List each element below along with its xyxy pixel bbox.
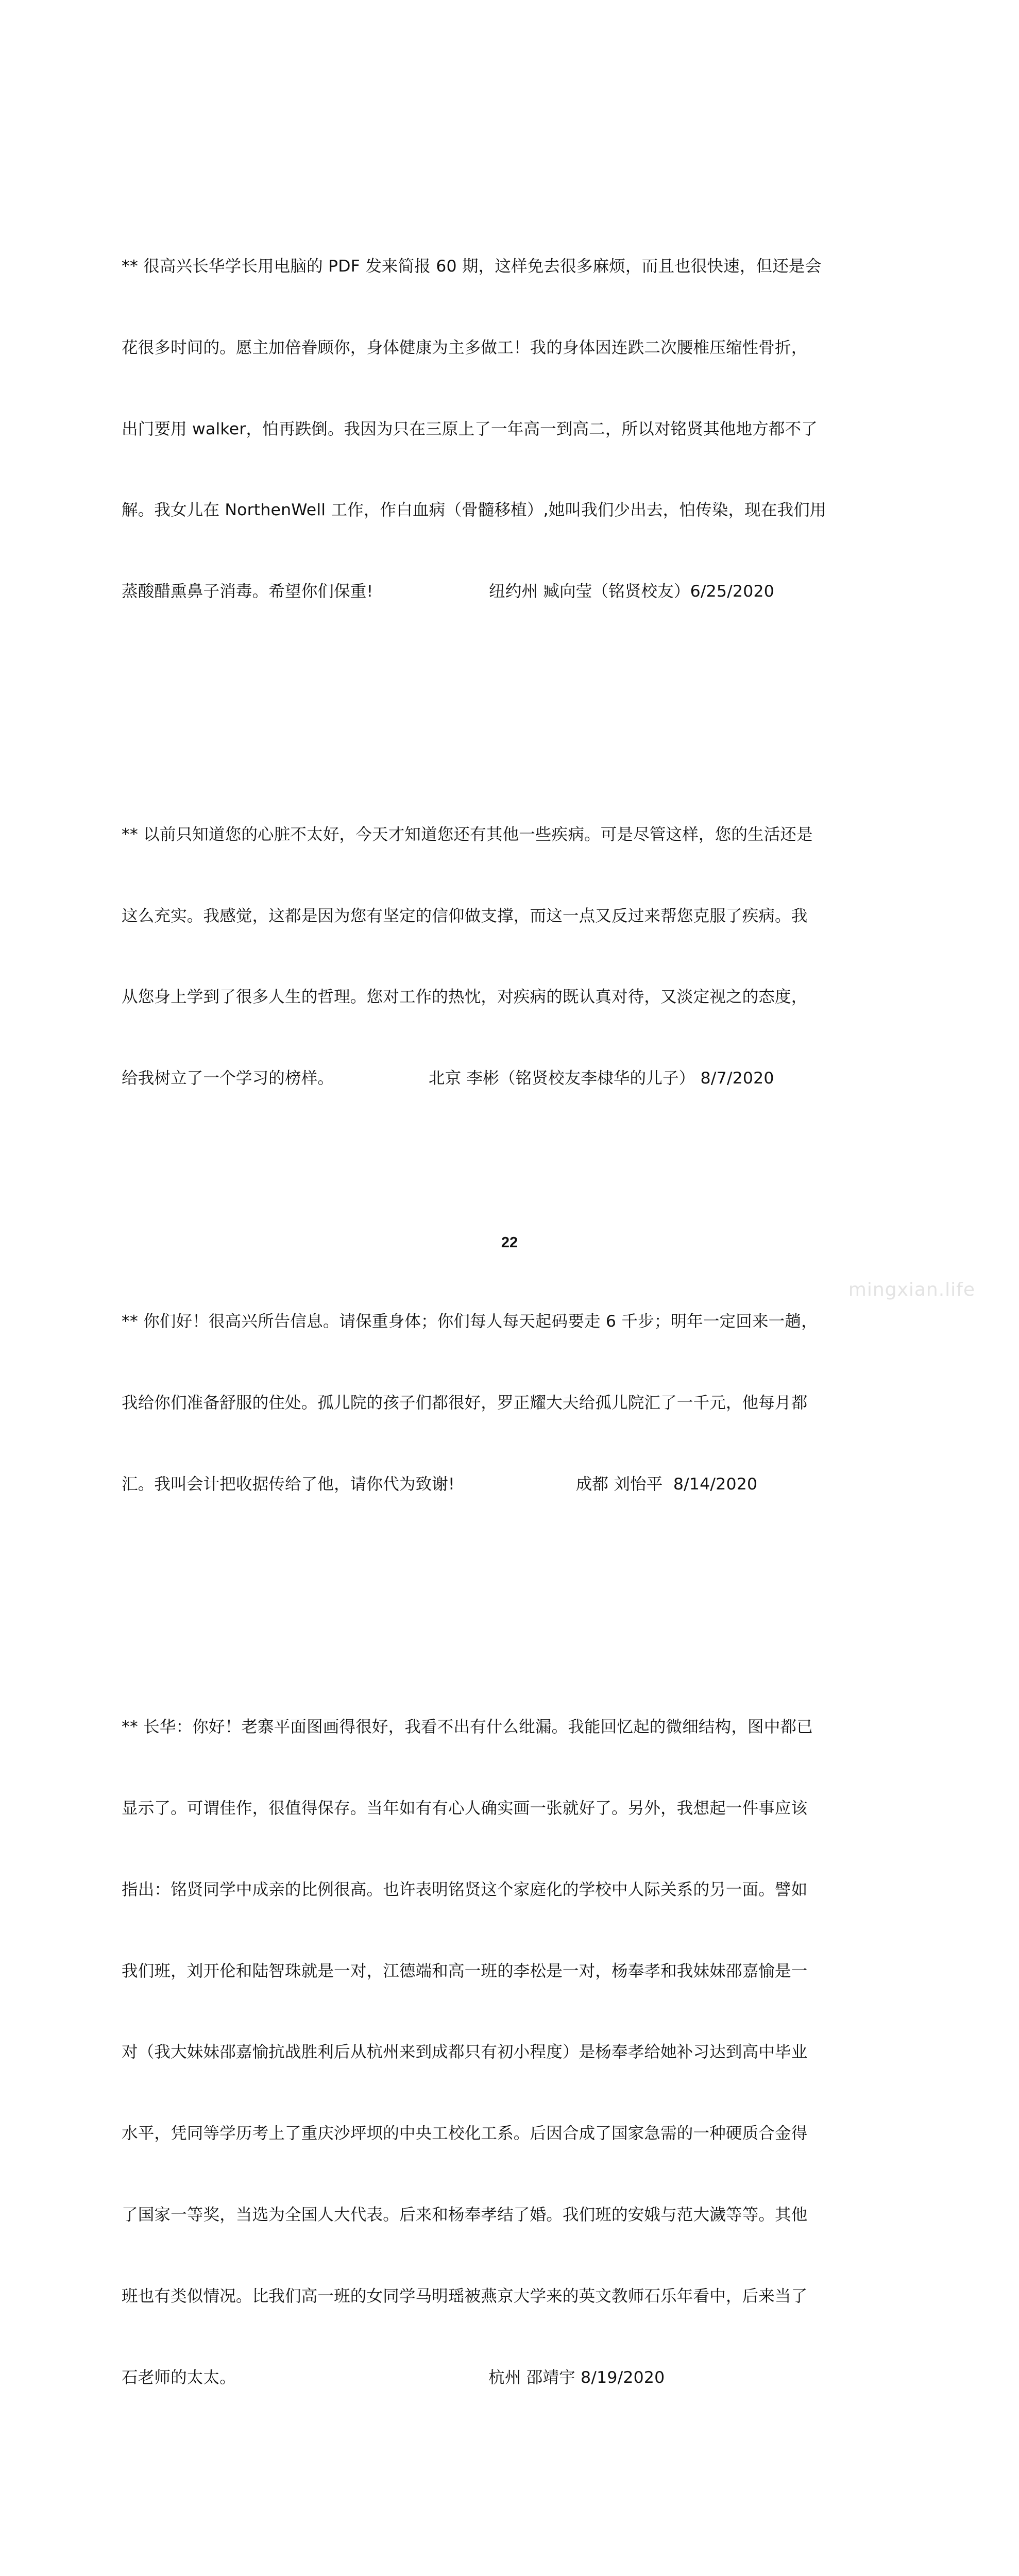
comment-entry	[122, 767, 905, 1146]
comment-entry	[122, 2553, 905, 2576]
text-line: 水平，凭同等学历考上了重庆沙坪坝的中央工校化工系。后因合成了国家急需的一种硬质合金得	[122, 2124, 808, 2143]
text-line: 石老师的太太。 杭州 邵靖宇 8/19/2020	[122, 2368, 665, 2387]
text-line: 花很多时间的。愿主加倍眷顾你，身体健康为主多做工！我的身体因连跌二次腰椎压缩性骨折，	[122, 338, 808, 357]
text-line: ** 长华：你好！老寨平面图画得很好，我看不出有什么纰漏。我能回忆起的微细结构，图中都已	[122, 1718, 813, 1737]
text-line: ** 很高兴长华学长用电脑的 PDF 发来简报 60 期，这样免去很多麻烦，而且也很快速，但还是会	[122, 257, 822, 276]
text-line: 解。我女儿在 NorthenWell 工作，作白血病（骨髓移植）,她叫我们少出去，怕传染，现在我们用	[122, 501, 826, 520]
text-line: 出门要用 walker，怕再跌倒。我因为只在三原上了一年高一到高二，所以对铭贤其他地方都不了	[122, 419, 818, 438]
text-line: 蒸酸醋熏鼻子消毒。希望你们保重! 纽约州 臧向莹（铭贤校友）6/25/2020	[122, 582, 774, 601]
text-line: ** 你们好！很高兴所告信息。请保重身体；你们每人每天起码要走 6 千步；明年一定回来一趟，	[122, 1312, 818, 1331]
text-line: 指出：铭贤同学中成亲的比例很高。也许表明铭贤这个家庭化的学校中人际关系的另一面。譬如	[122, 1880, 808, 1899]
comment-entry	[122, 1254, 905, 1552]
text-line: 这么充实。我感觉，这都是因为您有坚定的信仰做支撑，而这一点又反过来帮您克服了疾病。我	[122, 906, 808, 925]
text-line: 对（我大妹妹邵嘉愉抗战胜利后从杭州来到成都只有初小程度）是杨奉孝给她补习达到高中毕业	[122, 2043, 808, 2062]
text-line: 我给你们准备舒服的住处。孤儿院的孩子们都很好，罗正耀大夫给孤儿院汇了一千元，他每月都	[122, 1393, 808, 1412]
comment-entry	[122, 1659, 905, 2445]
page-number: 22	[501, 1234, 518, 1251]
text-line: 显示了。可谓佳作，很值得保存。当年如有有心人确实画一张就好了。另外，我想起一件事应该	[122, 1799, 808, 1818]
text-line: 汇。我叫会计把收据传给了他，请你代为致谢! 成都 刘怡平 8/14/2020	[122, 1475, 758, 1494]
text-line: 从您身上学到了很多人生的哲理。您对工作的热忱，对疾病的既认真对待，又淡定视之的态度，	[122, 988, 808, 1007]
text-line: 了国家一等奖，当选为全国人大代表。后来和杨奉孝结了婚。我们班的安娥与范大濊等等。其他	[122, 2205, 808, 2224]
text-line: 班也有类似情况。比我们高一班的女同学马明瑶被燕京大学来的英文教师石乐年看中，后来当了	[122, 2286, 808, 2306]
watermark: mingxian.life	[848, 1279, 975, 1300]
comment-entry	[122, 199, 905, 659]
text-line: 给我树立了一个学习的榜样。 北京 李彬（铭贤校友李棣华的儿子） 8/7/2020	[122, 1069, 774, 1088]
text-line: ** 以前只知道您的心脏不太好，今天才知道您还有其他一些疾病。可是尽管这样，您的生活还是	[122, 825, 813, 844]
text-line: 我们班，刘开伦和陆智珠就是一对，江德端和高一班的李松是一对，杨奉孝和我妹妹邵嘉愉是一	[122, 1961, 808, 1980]
document-body	[122, 117, 905, 2576]
